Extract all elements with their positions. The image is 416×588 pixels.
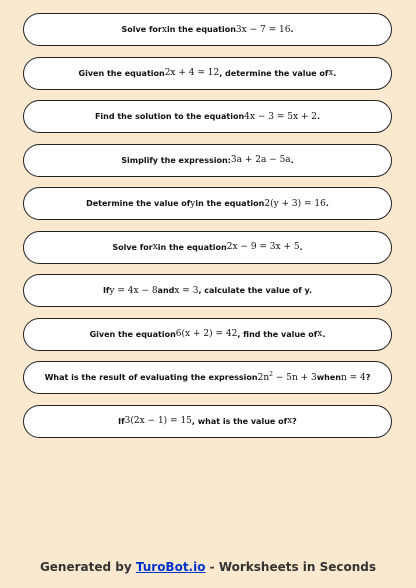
math-expression: n = 4: [340, 372, 366, 383]
math-expression: 2x + 4 = 12: [164, 68, 220, 78]
question-text: in the equation: [157, 242, 227, 252]
question-text: Given the equation: [78, 68, 165, 78]
question-card-9: [23, 361, 392, 394]
question-text: Solve for: [121, 25, 162, 34]
question-text: .: [299, 242, 303, 252]
math-expression: x: [287, 416, 293, 426]
question-text: .: [333, 68, 337, 78]
question-text: If: [102, 286, 110, 295]
math-expression: [257, 370, 317, 383]
question-text: , determine the value of: [219, 68, 329, 78]
question-text: Determine the value of: [86, 199, 191, 208]
math-expression: 6(x + 2) = 42: [175, 329, 238, 339]
question-text: .: [325, 199, 329, 208]
math-expression: 2(y + 3) = 16: [264, 198, 326, 209]
math-expression: y: [190, 198, 196, 209]
question-text: .: [317, 112, 321, 121]
question-text: , what is the value of: [191, 416, 288, 426]
question-text: Find the solution to the equation: [94, 112, 245, 121]
math-term: 2n: [257, 372, 270, 383]
question-text: What is the result of evaluating the expression: [44, 373, 258, 382]
question-list: [23, 13, 392, 448]
footer: [0, 560, 416, 574]
question-card-8: [23, 318, 392, 351]
question-text: , find the value of: [237, 329, 318, 339]
question-text: Simplify the expression:: [121, 155, 231, 165]
math-expression: 3(2x − 1) = 15: [124, 416, 192, 426]
question-text: , calculate the value of y.: [198, 286, 313, 295]
footer-suffix: - Worksheets in Seconds: [205, 560, 377, 574]
question-text: Solve for: [112, 242, 153, 252]
question-text: and: [157, 286, 175, 295]
math-expression: x: [317, 329, 323, 339]
question-text: in the equation: [166, 25, 236, 34]
math-expression: y = 4x − 8: [109, 285, 158, 296]
math-expression: x: [328, 68, 334, 78]
question-card-4: [23, 144, 392, 177]
question-card-2: [23, 57, 392, 90]
question-text: in the equation: [195, 199, 265, 208]
question-card-7: [23, 274, 392, 307]
math-expression: x = 3: [174, 285, 199, 296]
question-text: .: [290, 25, 294, 34]
math-expression: 3x − 7 = 16: [235, 24, 291, 35]
question-text: ?: [365, 373, 371, 382]
math-expression: 3a + 2a − 5a: [230, 155, 291, 165]
math-term: − 5n + 3: [272, 372, 317, 383]
footer-prefix: Generated by: [39, 560, 136, 574]
question-card-10: [23, 405, 392, 438]
question-card-3: [23, 100, 392, 133]
question-card-1: [23, 13, 392, 46]
question-text: If: [118, 416, 125, 426]
question-text: Given the equation: [89, 329, 176, 339]
question-card-6: [23, 231, 392, 264]
math-expression: x: [152, 242, 158, 252]
math-expression: 2x − 9 = 3x + 5: [226, 242, 300, 252]
question-text: .: [322, 329, 326, 339]
question-card-5: [23, 187, 392, 220]
question-text: when: [316, 373, 341, 382]
math-exponent: 2: [269, 370, 273, 378]
question-text: .: [290, 155, 294, 165]
question-text: ?: [292, 416, 297, 426]
turobot-link[interactable]: TuroBot.io: [135, 560, 206, 574]
math-expression: x: [161, 24, 167, 35]
math-expression: 4x − 3 = 5x + 2: [244, 111, 318, 122]
